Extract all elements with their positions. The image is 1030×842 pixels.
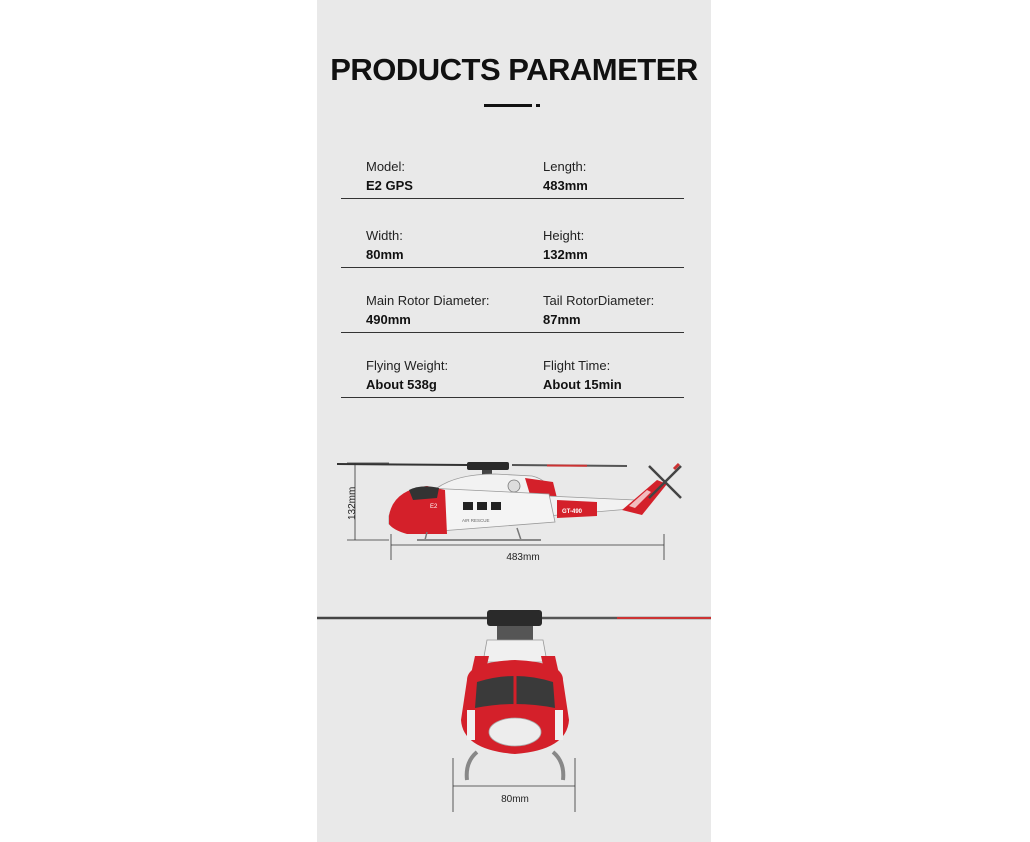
param-length [543,158,588,194]
param-row-rotor-diameters [341,292,684,333]
helicopter-front-view [317,600,711,820]
param-label: Flying Weight: [366,358,449,373]
param-label: Length: [543,159,587,174]
cabin-window [463,502,473,510]
rotor-mast [497,626,533,640]
param-row-width-height [341,227,684,268]
helicopter-side-view [317,450,711,570]
param-row-weight-time [341,357,684,398]
upper-cowling [483,640,547,662]
title-underline [484,104,532,107]
tail-code: GT-490 [562,509,583,515]
landing-skid [467,752,564,780]
param-value: About 538g [366,377,437,392]
tail-rotor [649,464,681,498]
nose-code: E2 [430,504,438,510]
param-height [543,227,588,263]
side-panel [467,710,475,740]
param-label: Tail RotorDiameter: [543,293,655,308]
param-label: Main Rotor Diameter: [366,293,490,308]
param-label: Height: [543,228,585,243]
rotor-head [467,462,509,470]
door-text: AIR RESCUE [462,518,490,523]
param-value: About 15min [543,377,622,392]
param-main-rotor-diameter [366,292,490,328]
rotor-head [487,610,542,626]
param-value: E2 GPS [366,178,413,193]
param-flying-weight [366,357,448,393]
param-value: 490mm [366,312,411,327]
cabin-window [477,502,487,510]
param-value: 132mm [543,247,588,262]
param-label: Model: [366,159,406,174]
param-flight-time [543,357,622,393]
param-model [366,158,413,194]
main-rotor-blade [337,464,467,465]
cabin-window [491,502,501,510]
param-label: Width: [366,228,403,243]
length-dimension-label: 483mm [506,552,540,563]
side-panel [555,710,563,740]
param-row-model-length [341,158,684,199]
page-title: PRODUCTS PARAMETER [330,52,698,87]
parameter-panel [317,0,711,842]
cockpit-window [409,486,439,500]
param-value: 483mm [543,178,588,193]
param-value: 80mm [366,247,404,262]
param-tail-rotor-diameter [543,292,654,328]
height-dimension-label: 132mm [347,486,358,520]
logo-emblem [508,480,520,492]
title-underline-dot [536,104,540,107]
nose-cone [489,718,541,746]
param-width [366,227,404,263]
param-label: Flight Time: [543,358,611,373]
param-value: 87mm [543,312,581,327]
width-dimension-label: 80mm [501,794,529,805]
